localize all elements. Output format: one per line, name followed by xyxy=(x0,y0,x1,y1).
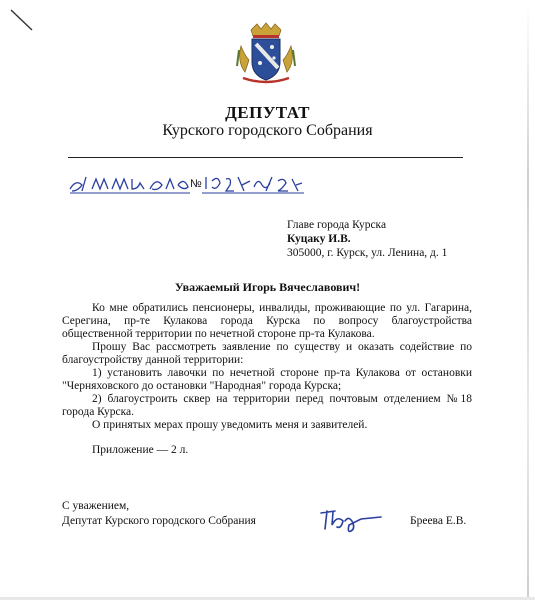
salutation: Уважаемый Игорь Вячеславович! xyxy=(174,280,361,294)
closing-regards: С уважением, xyxy=(62,500,130,512)
body-paragraph-4: 2) благоустроить сквер на территории перед почтовым отделением №18 города Курска. xyxy=(62,393,472,418)
letterhead-title: ДЕПУТАТ xyxy=(225,103,310,122)
signatory-name: Бреева Е.В. xyxy=(410,515,467,527)
letter-body xyxy=(62,302,472,457)
body-paragraph-3: 1) установить лавочки по нечетной стороне пр-та Кулакова от остановки "Черняховского до остановки "Народная" города Курска; xyxy=(62,367,472,392)
handwritten-signature xyxy=(315,505,387,535)
body-paragraph-2: Прошу Вас рассмотреть заявление по существу и оказать содействие по благоустройству данной территории: xyxy=(62,341,472,366)
scan-edge-shadow xyxy=(527,0,529,600)
addressee-position: Главе города Курска xyxy=(287,219,387,231)
addressee-address: 305000, г. Курск, ул. Ленина, д. 1 xyxy=(287,247,448,259)
scan-corner-mark xyxy=(8,6,38,36)
registration-number-label: № xyxy=(190,178,202,190)
letterhead-subtitle: Курского городского Собрания xyxy=(162,122,373,139)
kursk-coat-of-arms-emblem xyxy=(231,20,301,90)
attachment-note: Приложение — 2 л. xyxy=(92,444,189,456)
body-paragraph-1: Ко мне обратились пенсионеры, инвалиды, проживающие по ул. Гагарина, Серегина, пр-те Кулакова города Курска по вопросу благоустройства общественной территории по нечетной стороне пр-та Кулакова. xyxy=(62,302,472,340)
body-paragraph-5: О принятых мерах прошу уведомить меня и заявителей. xyxy=(92,419,368,431)
handwritten-registration xyxy=(66,171,306,197)
letterhead-divider xyxy=(68,157,463,158)
signatory-position: Депутат Курского городского Собрания xyxy=(62,515,256,527)
addressee-name: Куцаку И.В. xyxy=(287,233,351,245)
